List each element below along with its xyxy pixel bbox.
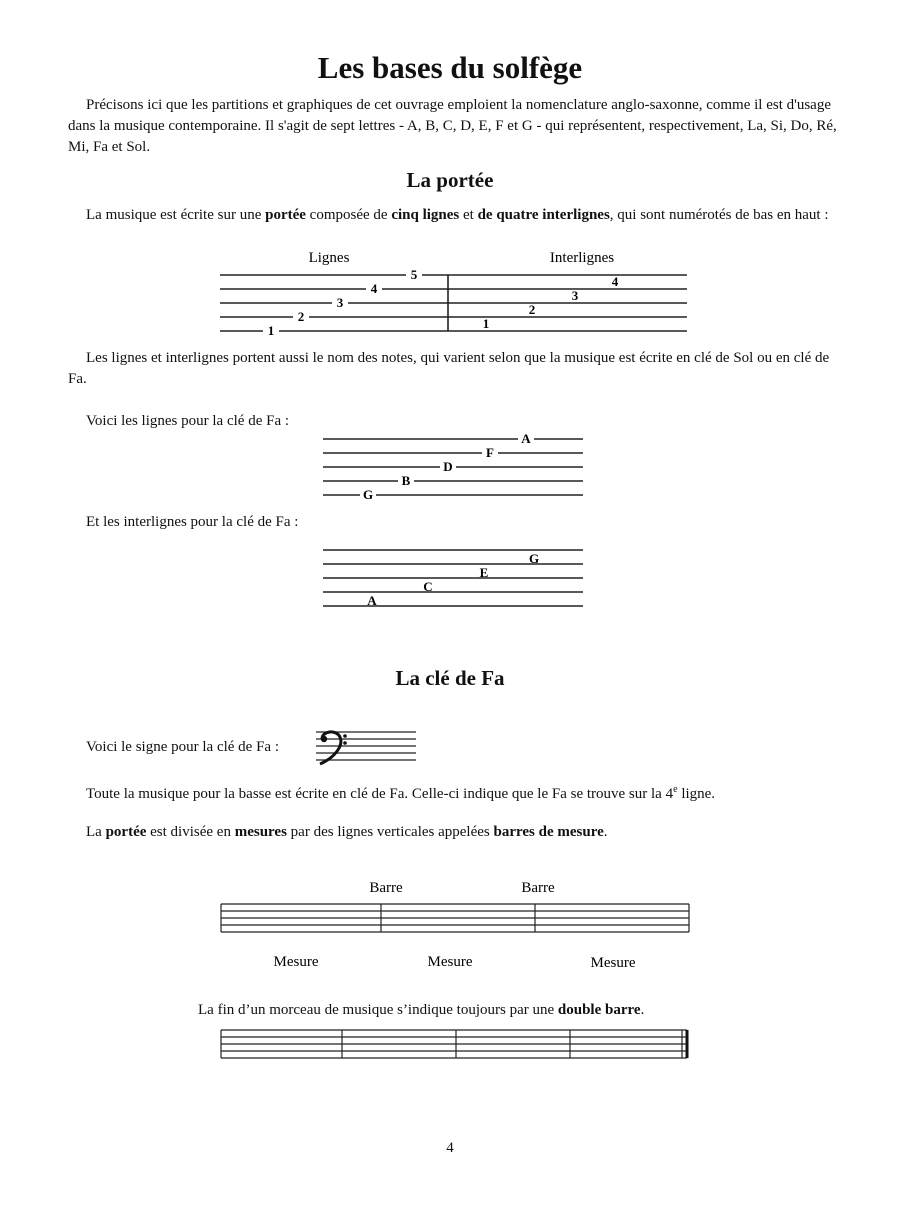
bold-barres-de-mesure: barres de mesure xyxy=(493,824,604,840)
staff-double-bar-diagram xyxy=(215,1024,695,1066)
page-title: Les bases du solfège xyxy=(317,50,583,85)
text-run: . xyxy=(603,824,608,840)
notes-paragraph: Les lignes et interlignes portent aussi le nom des notes, qui varient selon que la musique est écrite en clé de Sol ou en clé de Fa. xyxy=(68,350,830,387)
label-mesure: Mesure xyxy=(427,954,473,970)
bass-paragraph xyxy=(86,779,846,805)
bold-cinq-lignes: cinq lignes xyxy=(391,207,460,223)
page-number: 4 xyxy=(446,1140,454,1156)
text-run: par des lignes verticales appelées xyxy=(286,824,494,840)
bold-double-barre: double barre xyxy=(557,1002,641,1018)
space-number: 3 xyxy=(571,288,579,303)
text-run: et xyxy=(459,207,478,223)
line-note: G xyxy=(362,487,374,502)
text-run: est divisée en xyxy=(146,824,235,840)
text-run: ligne. xyxy=(677,786,716,802)
text-run: La fin d’un morceau de musique s’indique toujours par une xyxy=(198,1002,558,1018)
line-number: 1 xyxy=(267,323,275,338)
line-number: 5 xyxy=(410,267,418,282)
text-run: , qui sont numérotés de bas en haut : xyxy=(609,207,829,223)
space-note: C xyxy=(423,579,433,594)
spaces-caption: Et les interlignes pour la clé de Fa : xyxy=(86,514,299,530)
space-number: 4 xyxy=(611,274,619,289)
superscript: e xyxy=(673,784,678,795)
label-lignes: Lignes xyxy=(308,250,350,266)
line-note: D xyxy=(443,459,453,474)
line-number: 3 xyxy=(336,295,344,310)
label-barre: Barre xyxy=(369,880,403,896)
space-note: E xyxy=(479,565,489,580)
text-run: Toute la musique pour la basse est écrite en clé de Fa. Celle-ci indique que le Fa se trouve sur la 4 xyxy=(86,786,674,802)
text-run: La musique est écrite sur une xyxy=(86,207,266,223)
space-number: 2 xyxy=(528,302,536,317)
double-bar-paragraph xyxy=(198,1000,858,1021)
text-run: composée de xyxy=(305,207,392,223)
staff-line-notes xyxy=(320,430,590,505)
text-run: . xyxy=(640,1002,645,1018)
space-note: A xyxy=(367,593,377,608)
bold-mesures: mesures xyxy=(234,824,287,840)
section-heading-cle: La clé de Fa xyxy=(395,666,505,690)
line-note: B xyxy=(401,473,411,488)
label-barre: Barre xyxy=(521,880,555,896)
bass-clef-staff xyxy=(312,726,420,768)
measure-paragraph xyxy=(86,822,846,843)
sign-caption: Voici le signe pour la clé de Fa : xyxy=(86,739,280,755)
bold-quatre-interlignes: de quatre interlignes xyxy=(477,207,610,223)
label-interlignes: Interlignes xyxy=(549,250,615,266)
label-mesure: Mesure xyxy=(273,954,319,970)
bold-portee: portée xyxy=(265,207,306,223)
section-heading-portee: La portée xyxy=(406,168,494,192)
space-note: G xyxy=(528,551,540,566)
line-number: 2 xyxy=(297,309,305,324)
portee-paragraph xyxy=(68,205,838,226)
staff-measures-diagram xyxy=(215,875,695,975)
line-note: F xyxy=(486,445,494,460)
text-run: La xyxy=(86,824,106,840)
intro-paragraph: Précisons ici que les partitions et graphiques de cet ouvrage emploient la nomenclature anglo-saxonne, comme il est d'usage dans la musique contemporaine. Il s'agit de sept lettres - A, B, C, D, E, F et G - qui représentent, respectivement, La, Si, Do, Ré, Mi, Fa et Sol. xyxy=(68,97,837,155)
lines-caption: Voici les lignes pour la clé de Fa : xyxy=(86,413,290,429)
line-number: 4 xyxy=(370,281,378,296)
bold-portee: portée xyxy=(105,824,147,840)
line-note: A xyxy=(521,431,531,446)
label-mesure: Mesure xyxy=(590,955,636,971)
space-number: 1 xyxy=(482,316,490,331)
staff-numbering-diagram xyxy=(215,245,695,340)
bass-clef-icon xyxy=(320,732,347,764)
staff-space-notes xyxy=(320,542,590,614)
